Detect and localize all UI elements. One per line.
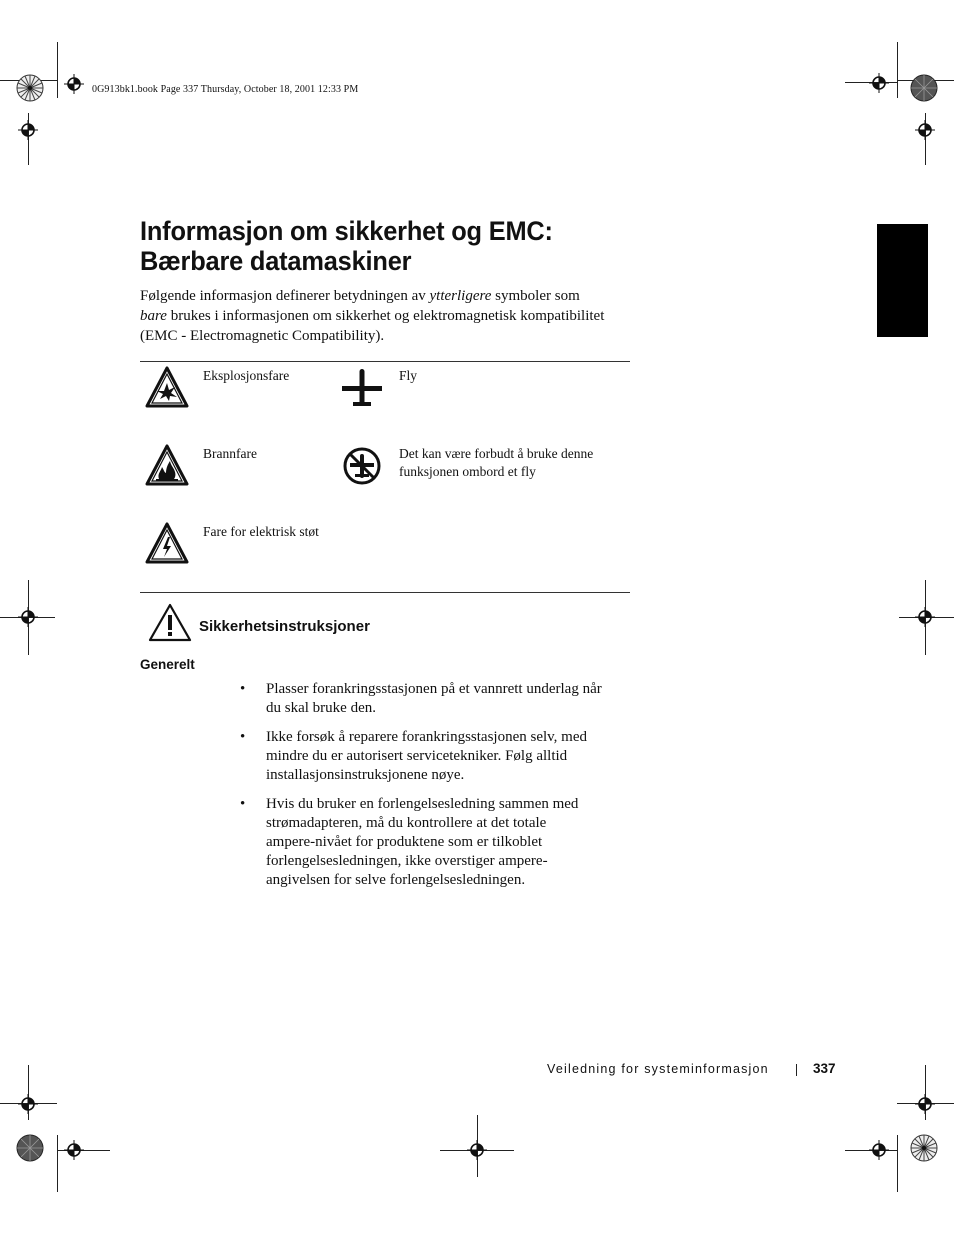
list-item — [240, 728, 610, 785]
section-heading: Sikkerhetsinstruksjoner — [199, 618, 370, 635]
registration-target-icon — [18, 120, 38, 140]
registration-target-icon — [869, 1140, 889, 1160]
symbol-label-no-airplane: Det kan være forbudt å bruke denne funksjonen ombord et fly — [399, 446, 594, 479]
bullet-list — [240, 680, 610, 900]
chapter-tab — [877, 224, 928, 337]
starburst-mark-icon — [16, 74, 44, 102]
registration-target-icon — [467, 1140, 487, 1160]
starburst-mark-icon — [16, 1134, 44, 1162]
intro-text: Følgende informasjon definerer betydningen av — [140, 288, 430, 304]
bullet-marker: • — [240, 796, 246, 812]
footer-title: Veiledning for systeminformasjon — [547, 1062, 769, 1076]
symbol-label-fire: Brannfare — [203, 446, 257, 461]
registration-target-icon — [18, 607, 38, 627]
registration-target-icon — [18, 1094, 38, 1114]
page-number: 337 — [813, 1061, 836, 1076]
list-item-text: Plasser forankringsstasjonen på et vannrett underlag når du skal bruke den. — [266, 681, 602, 716]
bullet-marker: • — [240, 729, 246, 745]
electric-shock-warning-icon — [145, 522, 189, 566]
list-item — [240, 795, 596, 890]
registration-target-icon — [869, 73, 889, 93]
intro-text: symboler som — [491, 288, 580, 304]
subsection-heading: Generelt — [140, 657, 195, 672]
footer-divider — [796, 1064, 797, 1076]
airplane-icon — [340, 366, 384, 410]
registration-target-icon — [64, 74, 84, 94]
no-airplane-icon — [340, 444, 384, 488]
list-item-text: Ikke forsøk å reparere forankringsstasjonen selv, med mindre du er autorisert servicetekniker. Følg alltid installasjonsinstruksjonene nøye. — [266, 729, 587, 783]
list-item — [240, 680, 610, 718]
intro-emphasis: bare — [140, 308, 167, 324]
page-title-line-2: Bærbare datamaskiner — [140, 246, 412, 276]
intro-paragraph — [140, 286, 610, 346]
print-header-note: 0G913bk1.book Page 337 Thursday, October 18, 2001 12:33 PM — [92, 84, 359, 95]
symbol-label-airplane: Fly — [399, 368, 418, 383]
starburst-mark-icon — [910, 1134, 938, 1162]
list-item-text: Hvis du bruker en forlengelsesledning sammen med strømadapteren, må du kontrollere at det totale ampere-nivået for produktene som er tilkoblet forlengelsesledningen, ikke overstiger ampere-angivelsen for selve forlengelsesledningen. — [266, 796, 579, 888]
page-title — [140, 216, 723, 276]
table-bottom-rule — [140, 592, 630, 593]
caution-icon — [148, 603, 192, 643]
registration-target-icon — [915, 120, 935, 140]
registration-target-icon — [915, 607, 935, 627]
symbol-label-electric-shock: Fare for elektrisk støt — [203, 524, 319, 539]
symbol-label-explosion: Eksplosjonsfare — [203, 368, 290, 383]
table-top-rule — [140, 361, 630, 362]
intro-emphasis: ytterligere — [429, 288, 492, 304]
registration-target-icon — [64, 1140, 84, 1160]
page-title-line-1: Informasjon om sikkerhet og EMC: — [140, 216, 553, 246]
fire-warning-icon — [145, 444, 189, 488]
intro-text: brukes i informasjonen om sikkerhet og elektromagnetisk kompatibilitet (EMC - Electromagnetic Compatibility). — [140, 308, 605, 344]
explosion-warning-icon — [145, 366, 189, 410]
bullet-marker: • — [240, 681, 246, 697]
starburst-mark-icon — [910, 74, 938, 102]
registration-target-icon — [915, 1094, 935, 1114]
